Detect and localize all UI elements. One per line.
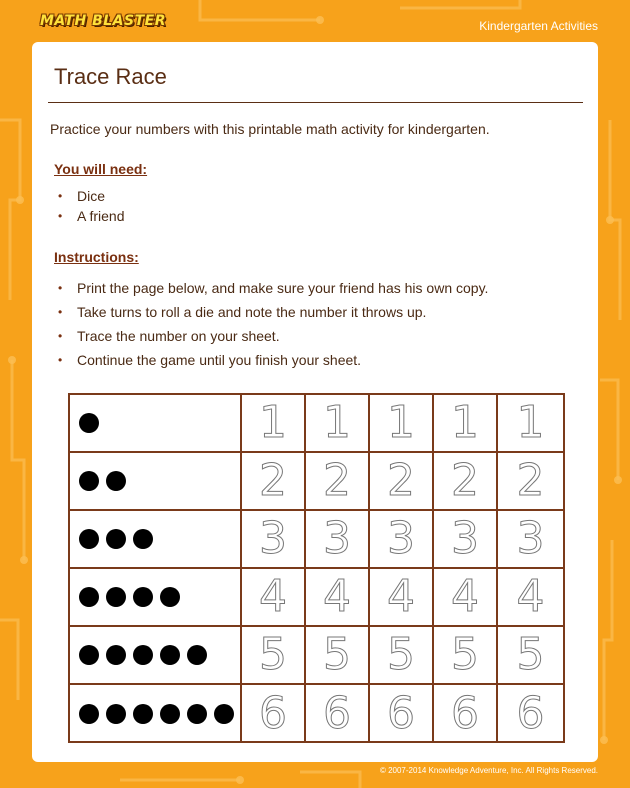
dice-dot xyxy=(106,529,126,549)
trace-number-cell[interactable] xyxy=(370,685,434,743)
dice-dots-cell xyxy=(70,453,242,509)
dotted-trace-number: 3 xyxy=(451,513,479,564)
dotted-trace-number: 6 xyxy=(387,688,415,739)
dice-dots-cell xyxy=(70,395,242,451)
trace-number-cell[interactable] xyxy=(242,685,306,743)
dotted-trace-number: 1 xyxy=(323,397,351,448)
dotted-trace-number: 1 xyxy=(387,397,415,448)
category-link[interactable]: Kindergarten Activities xyxy=(479,19,598,33)
dice-dots-cell xyxy=(70,627,242,683)
dice-dots-cell xyxy=(70,511,242,567)
dotted-trace-number: 6 xyxy=(451,688,479,739)
materials-list xyxy=(58,186,124,226)
dotted-trace-number: 2 xyxy=(259,455,287,506)
dice-dot xyxy=(79,704,99,724)
list-item: • A friend xyxy=(58,206,124,226)
trace-number-cell[interactable] xyxy=(306,395,370,451)
dice-dot xyxy=(160,704,180,724)
worksheet-row xyxy=(70,569,563,627)
dice-dots-cell xyxy=(70,685,242,743)
trace-number-cell[interactable] xyxy=(498,569,563,625)
trace-number-cell[interactable] xyxy=(242,453,306,509)
list-item: • Print the page below, and make sure your friend has his own copy. xyxy=(58,276,488,300)
trace-number-cell[interactable] xyxy=(498,685,563,743)
trace-number-cell[interactable] xyxy=(242,569,306,625)
dotted-trace-number: 4 xyxy=(323,571,351,622)
dotted-trace-number: 6 xyxy=(259,688,287,739)
dotted-trace-number: 5 xyxy=(323,629,351,680)
dice-dot xyxy=(106,704,126,724)
trace-number-cell[interactable] xyxy=(498,395,563,451)
worksheet-row xyxy=(70,395,563,453)
copyright-text: © 2007-2014 Knowledge Adventure, Inc. All Rights Reserved. xyxy=(379,766,598,775)
trace-number-cell[interactable] xyxy=(370,627,434,683)
intro-text: Practice your numbers with this printable math activity for kindergarten. xyxy=(50,121,490,137)
dice-dot xyxy=(133,529,153,549)
top-bar xyxy=(0,0,630,40)
trace-number-cell[interactable] xyxy=(370,395,434,451)
worksheet-row xyxy=(70,627,563,685)
dice-dot xyxy=(133,704,153,724)
list-item: • Continue the game until you finish your sheet. xyxy=(58,348,488,372)
trace-number-cell[interactable] xyxy=(498,453,563,509)
dotted-trace-number: 3 xyxy=(387,513,415,564)
worksheet-row xyxy=(70,511,563,569)
trace-number-cell[interactable] xyxy=(434,627,498,683)
dotted-trace-number: 2 xyxy=(451,455,479,506)
dotted-trace-number: 1 xyxy=(451,397,479,448)
dice-dot xyxy=(79,471,99,491)
dotted-trace-number: 4 xyxy=(516,571,545,622)
trace-number-cell[interactable] xyxy=(306,627,370,683)
dice-dot xyxy=(79,645,99,665)
dice-dots-cell xyxy=(70,569,242,625)
trace-worksheet-grid xyxy=(68,393,565,743)
list-item: • Trace the number on your sheet. xyxy=(58,324,488,348)
math-blaster-logo[interactable]: MATH BLASTER xyxy=(40,13,166,29)
trace-number-cell[interactable] xyxy=(306,453,370,509)
dice-dot xyxy=(79,587,99,607)
trace-number-cell[interactable] xyxy=(434,685,498,743)
trace-number-cell[interactable] xyxy=(242,627,306,683)
dotted-trace-number: 5 xyxy=(516,629,545,680)
trace-number-cell[interactable] xyxy=(434,511,498,567)
trace-number-cell[interactable] xyxy=(498,511,563,567)
dice-dot xyxy=(160,645,180,665)
dice-dot xyxy=(214,704,234,724)
dotted-trace-number: 4 xyxy=(451,571,479,622)
trace-number-cell[interactable] xyxy=(306,685,370,743)
dotted-trace-number: 3 xyxy=(323,513,351,564)
dotted-trace-number: 3 xyxy=(259,513,287,564)
page-title: Trace Race xyxy=(54,64,167,89)
title-divider xyxy=(48,102,583,103)
instructions-list xyxy=(58,276,488,372)
trace-number-cell[interactable] xyxy=(242,395,306,451)
dice-dot xyxy=(133,587,153,607)
activity-card xyxy=(32,42,598,762)
trace-number-cell[interactable] xyxy=(242,511,306,567)
dotted-trace-number: 1 xyxy=(516,397,545,448)
list-item: • Dice xyxy=(58,186,124,206)
dotted-trace-number: 3 xyxy=(516,513,545,564)
dotted-trace-number: 5 xyxy=(259,629,287,680)
trace-number-cell[interactable] xyxy=(498,627,563,683)
dotted-trace-number: 4 xyxy=(259,571,287,622)
dotted-trace-number: 5 xyxy=(451,629,479,680)
trace-number-cell[interactable] xyxy=(434,453,498,509)
dotted-trace-number: 5 xyxy=(387,629,415,680)
dotted-trace-number: 2 xyxy=(323,455,351,506)
dice-dot xyxy=(133,645,153,665)
dotted-trace-number: 4 xyxy=(387,571,415,622)
trace-number-cell[interactable] xyxy=(434,395,498,451)
dotted-trace-number: 2 xyxy=(387,455,415,506)
trace-number-cell[interactable] xyxy=(370,569,434,625)
dice-dot xyxy=(187,645,207,665)
dice-dot xyxy=(79,413,99,433)
list-item: • Take turns to roll a die and note the number it throws up. xyxy=(58,300,488,324)
dice-dot xyxy=(106,645,126,665)
dice-dot xyxy=(79,529,99,549)
instructions-heading: Instructions: xyxy=(54,249,139,265)
dice-dot xyxy=(160,587,180,607)
dice-dot xyxy=(187,704,207,724)
trace-number-cell[interactable] xyxy=(434,569,498,625)
dice-dot xyxy=(106,471,126,491)
trace-number-cell[interactable] xyxy=(306,569,370,625)
dice-dot xyxy=(106,587,126,607)
dotted-trace-number: 6 xyxy=(516,688,545,739)
trace-number-cell[interactable] xyxy=(306,511,370,567)
materials-heading: You will need: xyxy=(54,161,148,177)
trace-number-cell[interactable] xyxy=(370,511,434,567)
dotted-trace-number: 6 xyxy=(323,688,351,739)
worksheet-row xyxy=(70,453,563,511)
dotted-trace-number: 1 xyxy=(259,397,287,448)
trace-number-cell[interactable] xyxy=(370,453,434,509)
worksheet-row xyxy=(70,685,563,743)
dotted-trace-number: 2 xyxy=(516,455,545,506)
